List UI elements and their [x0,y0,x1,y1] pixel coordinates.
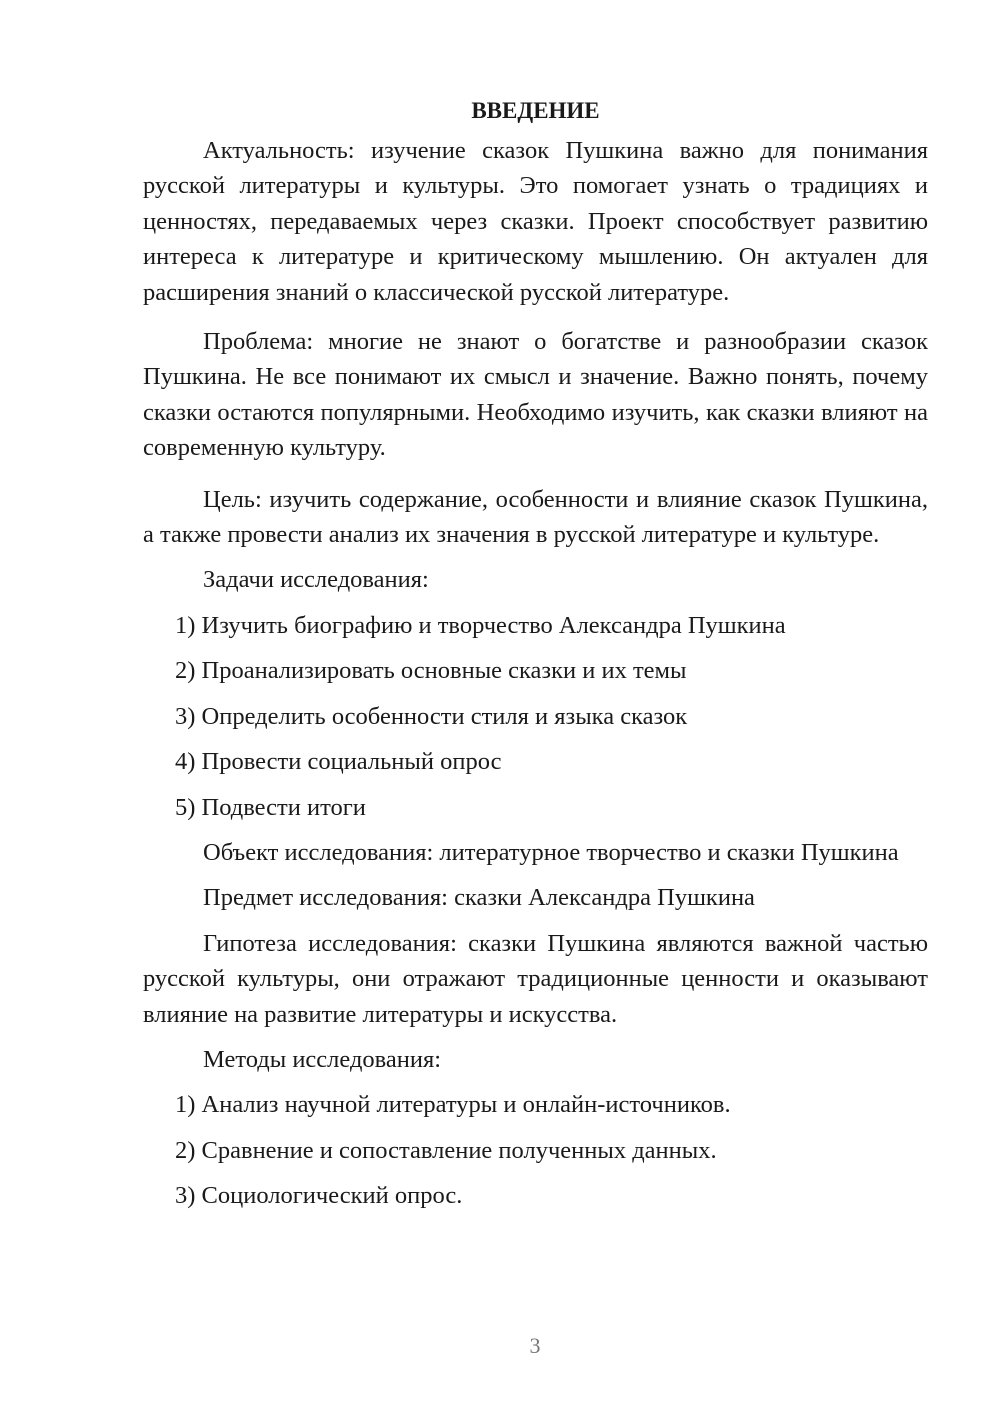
goal-paragraph: Цель: изучить содержание, особенности и влияние сказок Пушкина, а также провести анализ их значения в русской литературе и культуре. [143,485,928,549]
task-item: 5) Подвести итоги [175,793,366,821]
research-object: Объект исследования: литературное творчество и сказки Пушкина [203,838,899,866]
task-item: 1) Изучить биографию и творчество Александра Пушкина [175,611,786,639]
task-item: 3) Определить особенности стиля и языка сказок [175,702,688,730]
task-item: 2) Проанализировать основные сказки и их темы [175,657,687,685]
page-number: 3 [529,1333,541,1358]
problem-paragraph: Проблема: многие не знают о богатстве и разнообразии сказок Пушкина. Не все понимают их смысл и значение. Важно понять, почему сказки остаются популярными. Необходимо изучить, как сказки влияют на современную культуру. [143,328,928,462]
method-item: 2) Сравнение и сопоставление полученных данных. [175,1136,717,1164]
page-content [143,93,928,1214]
section-heading: ВВЕДЕНИЕ [471,98,600,123]
methods-title: Методы исследования: [203,1045,442,1073]
task-item: 4) Провести социальный опрос [175,748,502,776]
research-subject: Предмет исследования: сказки Александра Пушкина [203,884,755,912]
hypothesis-paragraph: Гипотеза исследования: сказки Пушкина являются важной частью русской культуры, они отражают традиционные ценности и оказывают влияние на развитие литературы и искусства. [143,929,928,1028]
method-item: 3) Социологический опрос. [175,1182,463,1210]
tasks-title: Задачи исследования: [203,566,429,594]
relevance-paragraph: Актуальность: изучение сказок Пушкина важно для понимания русской литературы и культуры. Это помогает узнать о традициях и ценностях, передаваемых через сказки. Проект способствует развитию интереса к литературе и критическому мышлению. Он актуален для расширения знаний о классической русской литературе. [143,137,928,306]
method-item: 1) Анализ научной литературы и онлайн-источников. [175,1091,731,1119]
